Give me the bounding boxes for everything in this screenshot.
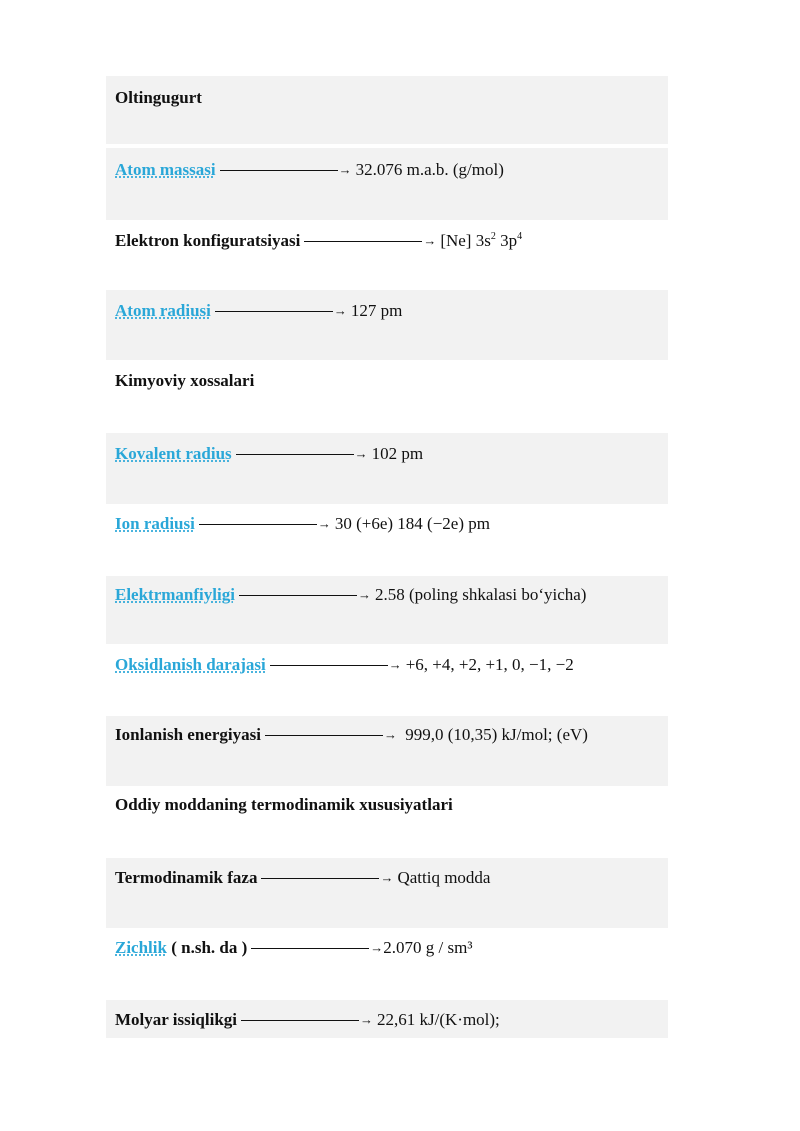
- oksidlanish-value: +6, +4, +2, +1, 0, −1, −2: [405, 655, 574, 674]
- elektrmanfiylik-value: 2.58 (poling shkalasi bo‘yicha): [374, 585, 587, 604]
- dash-line: [241, 1020, 359, 1021]
- heading-kimyoviy: Kimyoviy xossalari: [115, 371, 255, 390]
- arrow-icon: →: [383, 727, 397, 743]
- row-oksidlanish: [115, 655, 574, 676]
- atom-radiusi-value: 127 pm: [350, 301, 403, 320]
- faza-label: Termodinamik faza: [115, 868, 258, 887]
- heading-termodinamik: Oddiy moddaning termodinamik xususiyatlari: [115, 795, 453, 814]
- elektron-label: Elektron konfiguratsiyasi: [115, 231, 301, 250]
- arrow-icon: →: [338, 162, 352, 178]
- dash-line: [239, 595, 357, 596]
- row-molyar: [115, 1010, 500, 1031]
- row-faza: [115, 868, 490, 889]
- dash-line: [236, 454, 354, 455]
- row-atom-radiusi: [115, 301, 402, 322]
- band-title: [106, 76, 668, 144]
- oksidlanish-link[interactable]: Oksidlanish darajasi: [115, 655, 266, 674]
- row-kovalent: [115, 444, 423, 465]
- band-atom-massasi: [106, 148, 668, 220]
- row-elektrmanfiylik: [115, 585, 586, 606]
- zichlik-value: 2.070 g / sm³: [383, 938, 473, 957]
- arrow-icon: →: [360, 1012, 374, 1028]
- dash-line: [270, 665, 388, 666]
- atom-massasi-value: 32.076 m.a.b. (g/mol): [355, 160, 504, 179]
- kovalent-value: 102 pm: [371, 444, 424, 463]
- dash-line: [261, 878, 379, 879]
- row-elektron: [115, 231, 522, 252]
- arrow-icon: →: [357, 587, 371, 603]
- dash-line: [251, 948, 369, 949]
- zichlik-extra: ( n.sh. da ): [166, 938, 248, 957]
- arrow-icon: →: [380, 870, 394, 886]
- kovalent-link[interactable]: Kovalent radius: [115, 444, 232, 463]
- arrow-icon: →: [370, 940, 384, 956]
- faza-value: Qattiq modda: [397, 868, 491, 887]
- dash-line: [215, 311, 333, 312]
- arrow-icon: →: [354, 446, 368, 462]
- atom-massasi-link[interactable]: Atom massasi: [115, 160, 216, 179]
- arrow-icon: →: [423, 233, 437, 249]
- dash-line: [304, 241, 422, 242]
- atom-radiusi-link[interactable]: Atom radiusi: [115, 301, 211, 320]
- arrow-icon: →: [333, 303, 347, 319]
- row-atom-massasi: [115, 160, 504, 181]
- dash-line: [265, 735, 383, 736]
- arrow-icon: →: [388, 657, 402, 673]
- ion-value: 30 (+6e) 184 (−2e) pm: [334, 514, 490, 533]
- row-zichlik: [115, 938, 472, 959]
- element-title: Oltingugurt: [115, 88, 202, 107]
- row-ionlanish: [115, 725, 588, 746]
- zichlik-link[interactable]: Zichlik: [115, 938, 167, 957]
- dash-line: [199, 524, 317, 525]
- elektrmanfiylik-link[interactable]: Elektrmanfiyligi: [115, 585, 235, 604]
- molyar-value: 22,61 kJ/(K·mol);: [377, 1010, 500, 1029]
- ionlanish-label: Ionlanish energiyasi: [115, 725, 261, 744]
- ionlanish-value: 999,0 (10,35) kJ/mol; (eV): [400, 725, 588, 744]
- row-ion: [115, 514, 490, 535]
- arrow-icon: →: [317, 516, 331, 532]
- ion-radiusi-link[interactable]: Ion radiusi: [115, 514, 195, 533]
- dash-line: [220, 170, 338, 171]
- elektron-value: [Ne] $3s^2$ $3p^4$: [440, 231, 523, 250]
- molyar-label: Molyar issiqlikgi: [115, 1010, 238, 1029]
